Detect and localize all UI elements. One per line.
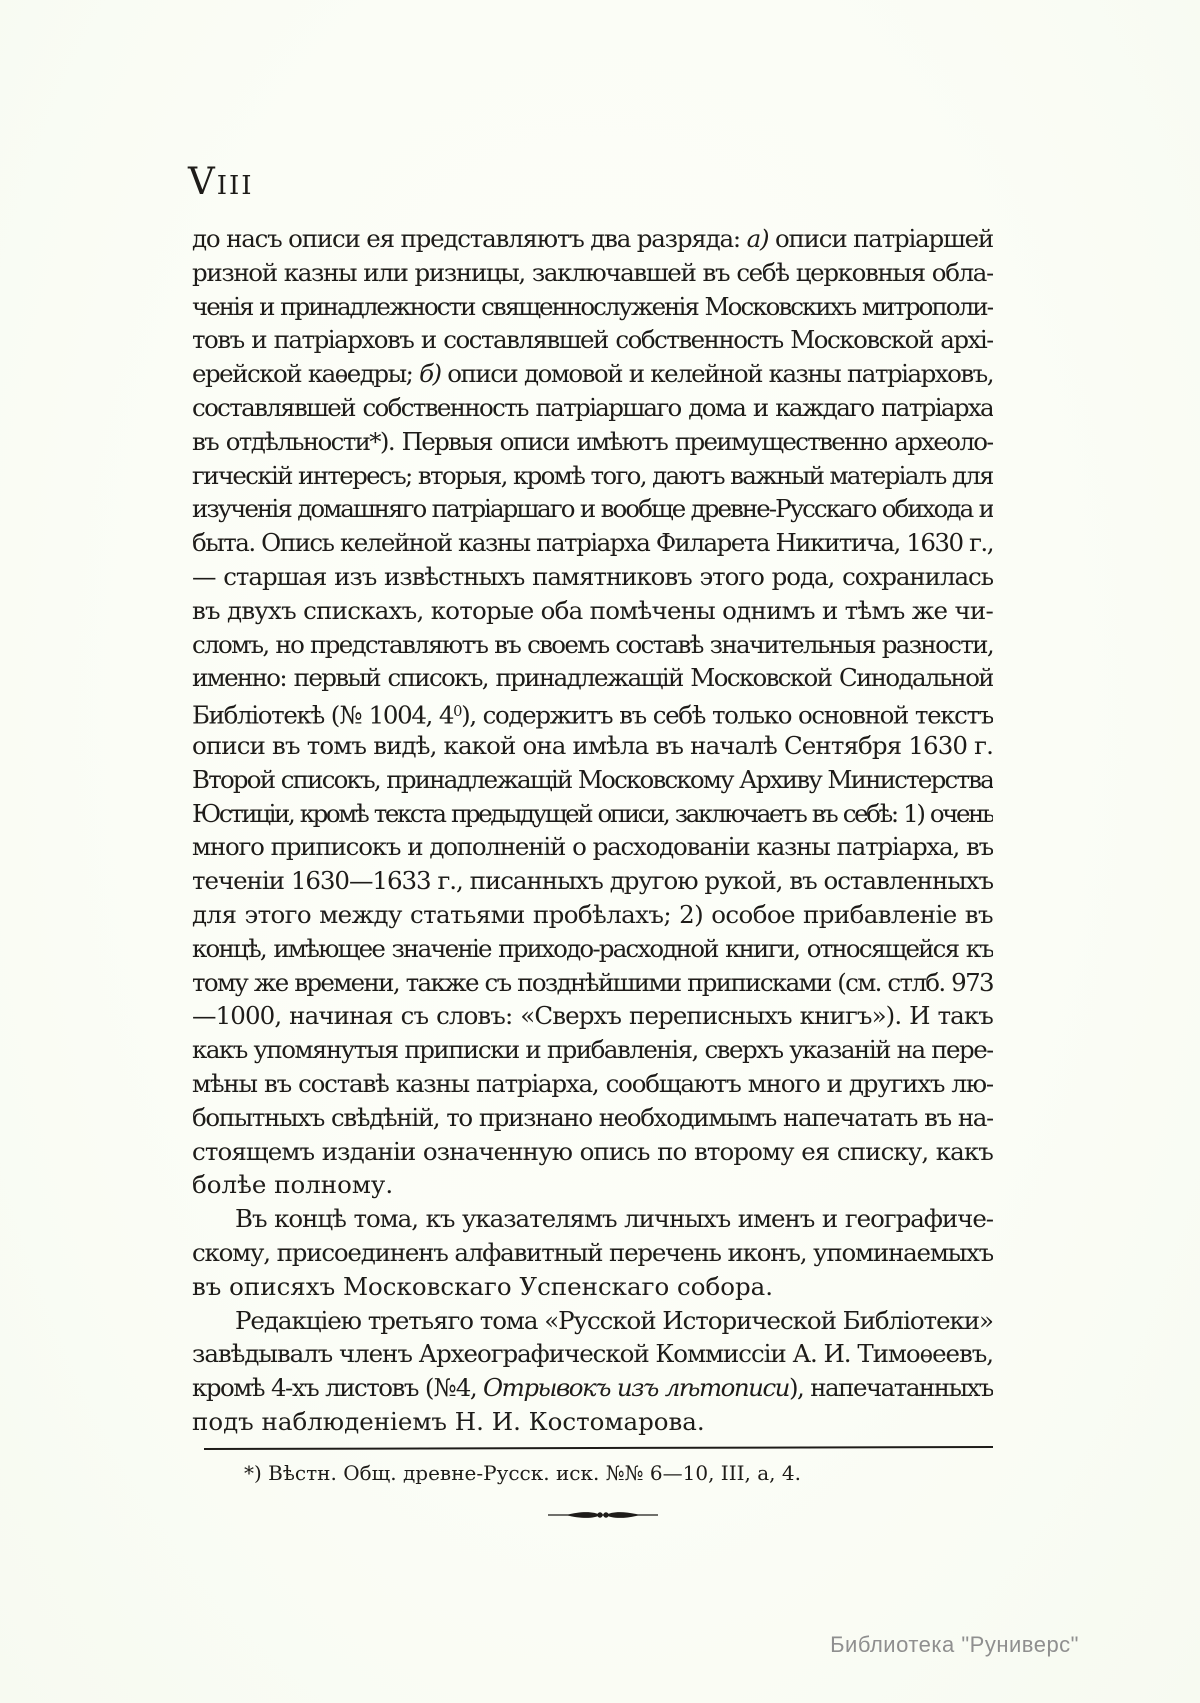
text-segment: быта. Опись келейной казны патріарха Филарета Никитича, 1630 г.,	[192, 528, 993, 558]
text-line	[192, 1168, 993, 1202]
text-segment: скому, присоединенъ алфавитный перечень иконъ, упоминаемыхъ	[192, 1237, 993, 1267]
italic-segment: б)	[419, 359, 441, 389]
text-line	[192, 999, 993, 1033]
text-segment: мѣны въ составѣ казны патріарха, сообщаютъ много и другихъ лю-	[192, 1068, 993, 1098]
text-segment: ), содержитъ въ себѣ только основной текстъ	[461, 700, 993, 729]
text-line	[192, 1337, 993, 1371]
text-line	[192, 1101, 993, 1135]
text-segment: Редакціею третьяго тома «Русской Исторической Библіотеки»	[235, 1305, 993, 1335]
text-segment: изученія домашняго патріаршаго и вообще древне-Русскаго обихода и	[192, 494, 993, 524]
text-segment: —1000, начиная съ словъ: «Сверхъ переписныхъ книгъ»). И такъ	[192, 1001, 993, 1031]
text-segment: завѣдывалъ членъ Археографической Коммиссіи А. И. Тимоѳеевъ,	[192, 1339, 993, 1369]
text-segment: концѣ, имѣющее значеніе приходо-расходной книги, относящейся къ	[192, 933, 993, 963]
text-segment: ), напечатанныхъ	[788, 1373, 993, 1403]
text-line	[192, 323, 993, 357]
text-segment: подъ наблюденіемъ Н. И. Костомарова.	[192, 1406, 705, 1436]
text-line	[192, 830, 993, 864]
text-segment: Юстиціи, кромѣ текста предыдущей описи, заключаетъ въ себѣ: 1) очень	[192, 798, 993, 828]
text-line	[192, 661, 993, 695]
text-segment: составлявшей собственность патріаршаго дома и каждаго патріарха	[192, 392, 993, 422]
footnote: *) Вѣстн. Общ. древне-Русск. иск. №№ 6—10, III, а, 4.	[244, 1461, 801, 1485]
text-segment: гическій интересъ; вторыя, кромѣ того, даютъ важный матеріалъ для	[192, 460, 993, 490]
text-segment: для этого между статьями пробѣлахъ; 2) особое прибавленіе въ	[192, 899, 993, 929]
footnote-rule	[204, 1446, 993, 1450]
text-line	[192, 966, 993, 1000]
text-line	[192, 628, 993, 662]
text-line	[192, 695, 993, 729]
page-number: VIII	[188, 160, 254, 203]
text-line	[192, 222, 993, 256]
text-line	[192, 1135, 993, 1169]
text-line	[192, 1371, 993, 1405]
text-line	[192, 391, 993, 425]
text-segment: кромѣ 4-хъ листовъ (№4,	[192, 1373, 484, 1403]
text-line	[192, 1405, 993, 1439]
text-line	[192, 1236, 993, 1270]
text-line	[192, 729, 993, 763]
text-segment: сломъ, но представляютъ въ своемъ составѣ значительныя разности,	[192, 629, 993, 659]
body-text	[192, 222, 993, 1439]
text-segment: описи домовой и келейной казны патріарховъ,	[440, 359, 993, 389]
watermark-runivers: Библиотека "Руниверс"	[830, 1632, 1079, 1657]
text-segment: теченіи 1630—1633 г., писанныхъ другою рукой, въ оставленныхъ	[192, 866, 993, 896]
text-line	[192, 1067, 993, 1101]
text-line	[192, 459, 993, 493]
text-line	[192, 864, 993, 898]
text-segment: ченія и принадлежности священнослуженія Московскихъ митрополи-	[192, 291, 993, 321]
text-line	[192, 357, 993, 391]
text-segment: въ отдѣльности*). Первыя описи имѣютъ преимущественно археоло-	[192, 426, 993, 456]
text-segment: Второй списокъ, принадлежащій Московскому Архиву Министерства	[192, 764, 993, 794]
text-segment: ризной казны или ризницы, заключавшей въ себѣ церковныя обла-	[192, 257, 993, 287]
text-line	[192, 797, 993, 831]
text-segment: тому же времени, также съ позднѣйшими приписками (см. стлб. 973	[192, 967, 993, 997]
text-segment: Библіотекѣ (№ 1004, 4	[192, 700, 454, 729]
text-line	[192, 425, 993, 459]
text-line	[192, 1270, 993, 1304]
text-line	[192, 932, 993, 966]
text-segment: какъ упомянутыя приписки и прибавленія, сверхъ указаній на пере-	[192, 1035, 993, 1065]
text-segment: стоящемъ изданіи означенную опись по второму ея списку, какъ	[192, 1136, 993, 1166]
text-line	[192, 1202, 993, 1236]
text-segment: — старшая изъ извѣстныхъ памятниковъ этого рода, сохранилась	[192, 561, 993, 591]
text-segment: бопытныхъ свѣдѣній, то признано необходимымъ напечатать въ на-	[192, 1102, 993, 1132]
text-line	[192, 763, 993, 797]
text-line	[192, 560, 993, 594]
text-line	[192, 594, 993, 628]
italic-segment: а)	[746, 224, 769, 253]
text-segment: Въ концѣ тома, къ указателямъ личныхъ именъ и географиче-	[235, 1204, 993, 1234]
text-line	[192, 1304, 993, 1338]
text-segment: описи въ томъ видѣ, какой она имѣла въ началѣ Сентября 1630 г.	[192, 730, 993, 760]
text-line	[192, 492, 993, 526]
superscript-segment: 0	[453, 703, 462, 721]
text-line	[192, 1033, 993, 1067]
text-line	[192, 898, 993, 932]
text-segment: до насъ описи ея представляютъ два разряда:	[192, 224, 747, 253]
text-segment: много приписокъ и дополненій о расходованіи казны патріарха, въ	[192, 832, 993, 862]
text-line	[192, 290, 993, 324]
text-segment: ерейской каѳедры;	[192, 359, 420, 389]
text-line	[192, 526, 993, 560]
text-segment: въ двухъ спискахъ, которые оба помѣчены однимъ и тѣмъ же чи-	[192, 595, 993, 625]
italic-segment: Отрывокъ изъ лѣтописи	[483, 1373, 789, 1403]
text-segment: въ описяхъ Московскаго Успенскаго собора.	[192, 1271, 774, 1301]
divider-ornament-icon	[548, 1506, 658, 1524]
text-line	[192, 256, 993, 290]
text-segment: товъ и патріарховъ и составлявшей собственность Московской архі-	[192, 325, 993, 355]
text-segment: описи патріаршей	[768, 224, 993, 253]
text-segment: болѣе полному.	[192, 1170, 394, 1200]
text-segment: именно: первый списокъ, принадлежащій Московской Синодальной	[192, 663, 993, 693]
